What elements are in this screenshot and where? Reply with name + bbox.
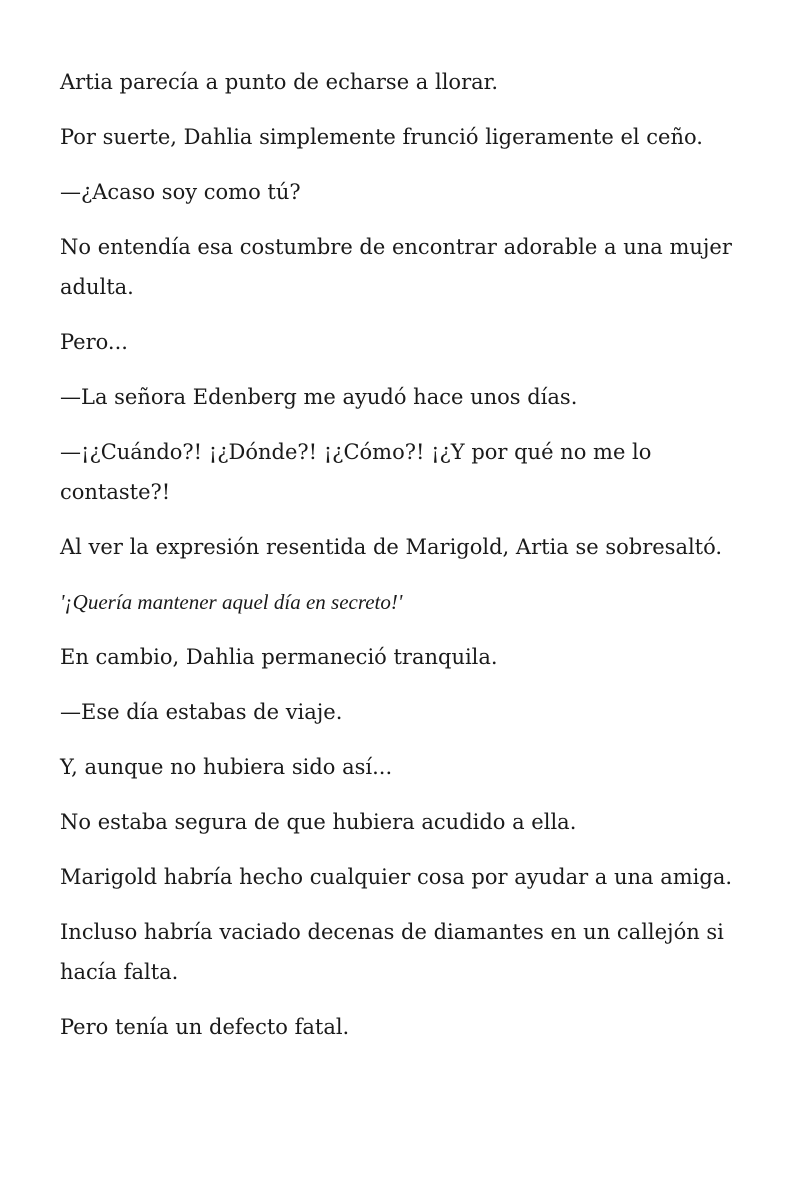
paragraph: Incluso habría vaciado decenas de diamantes en un callejón si hacía falta. — [60, 920, 724, 984]
paragraph: Pero tenía un defecto fatal. — [60, 1015, 350, 1039]
paragraph: No entendía esa costumbre de encontrar adorable a una mujer adulta. — [60, 235, 732, 299]
thought-paragraph: '¡Quería mantener aquel día en secreto!' — [60, 590, 403, 614]
dialogue-paragraph: —Ese día estabas de viaje. — [60, 700, 343, 724]
dialogue-paragraph: —¿Acaso soy como tú? — [60, 180, 301, 204]
paragraph: Por suerte, Dahlia simplemente frunció ligeramente el ceño. — [60, 125, 703, 149]
paragraph: Y, aunque no hubiera sido así... — [60, 755, 393, 779]
paragraph: No estaba segura de que hubiera acudido a ella. — [60, 810, 577, 834]
paragraph: En cambio, Dahlia permaneció tranquila. — [60, 645, 498, 669]
dialogue-paragraph: —La señora Edenberg me ayudó hace unos días. — [60, 385, 578, 409]
paragraph: Marigold habría hecho cualquier cosa por ayudar a una amiga. — [60, 865, 733, 889]
dialogue-paragraph: —¡¿Cuándo?! ¡¿Dónde?! ¡¿Cómo?! ¡¿Y por qué no me lo contaste?! — [60, 440, 652, 504]
paragraph: Pero... — [60, 330, 128, 354]
paragraph: Al ver la expresión resentida de Marigold, Artia se sobresaltó. — [60, 535, 723, 559]
paragraph: Artia parecía a punto de echarse a llorar. — [60, 70, 499, 94]
document-page — [60, 62, 750, 1062]
